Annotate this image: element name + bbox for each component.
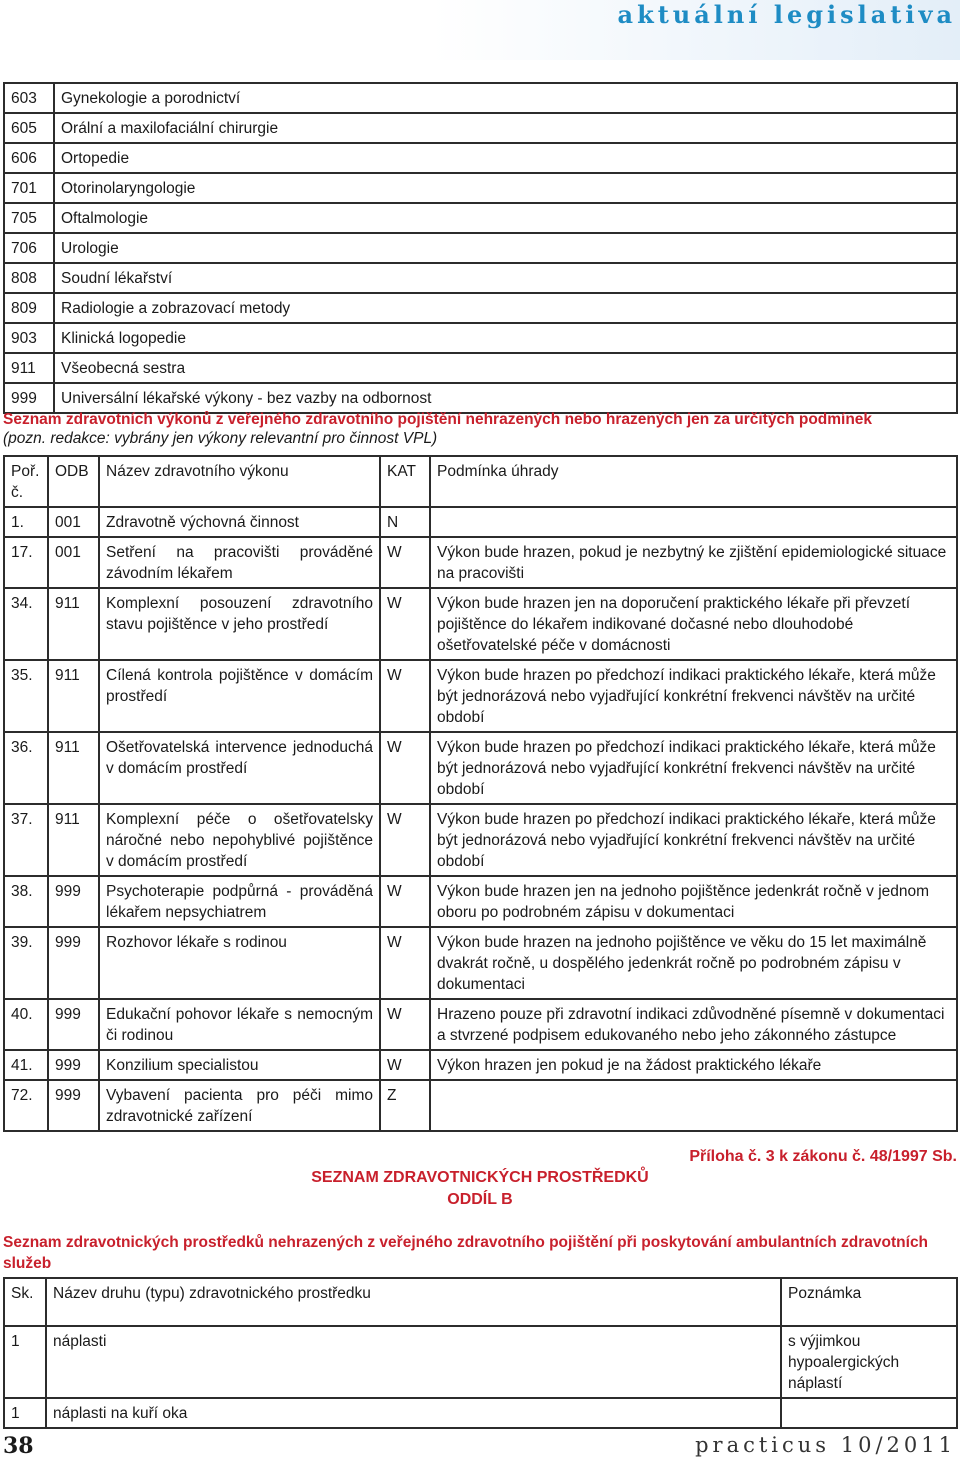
procedures-header-row xyxy=(4,456,957,507)
procedure-name: Zdravotně výchovná činnost xyxy=(99,507,380,537)
procedure-odb: 999 xyxy=(48,999,99,1050)
specialty-code: 605 xyxy=(4,113,54,143)
specialty-code: 603 xyxy=(4,83,54,113)
table-row xyxy=(4,233,957,263)
procedure-kat: W xyxy=(380,876,430,927)
procedure-odb: 001 xyxy=(48,507,99,537)
table-row xyxy=(4,83,957,113)
col-header-name: Název zdravotního výkonu xyxy=(99,456,380,507)
specialty-name: Urologie xyxy=(54,233,957,263)
col-header-kat: KAT xyxy=(380,456,430,507)
procedure-condition: Výkon hrazen jen pokud je na žádost praktického lékaře xyxy=(430,1050,957,1080)
specialty-name: Oftalmologie xyxy=(54,203,957,233)
procedure-odb: 911 xyxy=(48,588,99,660)
specialty-code: 903 xyxy=(4,323,54,353)
table-row xyxy=(4,323,957,353)
specialty-code: 999 xyxy=(4,383,54,413)
device-name: náplasti xyxy=(46,1326,781,1398)
procedure-condition: Výkon bude hrazen, pokud je nezbytný ke zjištění epidemiologické situace na pracovišti xyxy=(430,537,957,588)
specialty-name: Radiologie a zobrazovací metody xyxy=(54,293,957,323)
procedure-condition: Výkon bude hrazen po předchozí indikaci praktického lékaře, která může být jednorázová nebo vyjadřující konkrétní frekvenci návštěv na určité období xyxy=(430,732,957,804)
procedure-name: Edukační pohovor lékaře s nemocným či rodinou xyxy=(99,999,380,1050)
specialty-code: 706 xyxy=(4,233,54,263)
table-row xyxy=(4,804,957,876)
procedure-order: 37. xyxy=(4,804,48,876)
table-row xyxy=(4,732,957,804)
specialty-code: 911 xyxy=(4,353,54,383)
procedure-order: 35. xyxy=(4,660,48,732)
specialty-name: Gynekologie a porodnictví xyxy=(54,83,957,113)
procedure-condition xyxy=(430,1080,957,1131)
devices-title: SEZNAM ZDRAVOTNICKÝCH PROSTŘEDKŮ xyxy=(311,1169,649,1186)
procedure-odb: 999 xyxy=(48,1050,99,1080)
specialty-name: Všeobecná sestra xyxy=(54,353,957,383)
specialty-name: Otorinolaryngologie xyxy=(54,173,957,203)
table-row xyxy=(4,1080,957,1131)
table-row xyxy=(4,173,957,203)
specialty-code: 705 xyxy=(4,203,54,233)
procedure-condition: Výkon bude hrazen jen na doporučení praktického lékaře při převzetí pojištěnce do lékařem indikované dočasné nebo dlouhodobé ošetřovatelské péče v domácnosti xyxy=(430,588,957,660)
table-row xyxy=(4,537,957,588)
procedure-odb: 999 xyxy=(48,927,99,999)
procedure-condition: Výkon bude hrazen po předchozí indikaci praktického lékaře, která může být jednorázová nebo vyjadřující konkrétní frekvenci návštěv na určité období xyxy=(430,660,957,732)
procedure-odb: 001 xyxy=(48,537,99,588)
procedure-order: 72. xyxy=(4,1080,48,1131)
col-header-order: Poř. č. xyxy=(4,456,48,507)
table-row xyxy=(4,143,957,173)
table-row xyxy=(4,588,957,660)
col-header-device-name: Název druhu (typu) zdravotnického prostředku xyxy=(46,1278,781,1326)
col-header-odb: ODB xyxy=(48,456,99,507)
specialty-code: 809 xyxy=(4,293,54,323)
table-row xyxy=(4,113,957,143)
procedure-condition: Výkon bude hrazen jen na jednoho pojištěnce jedenkrát ročně v jednom oboru po podrobném zápisu v dokumentaci xyxy=(430,876,957,927)
col-header-group: Sk. xyxy=(4,1278,46,1326)
procedures-table xyxy=(3,455,958,1132)
devices-header-row xyxy=(4,1278,957,1326)
procedure-order: 41. xyxy=(4,1050,48,1080)
procedure-condition xyxy=(430,507,957,537)
procedure-name: Psychoterapie podpůrná - prováděná lékařem nepsychiatrem xyxy=(99,876,380,927)
table-row xyxy=(4,999,957,1050)
device-group: 1 xyxy=(4,1326,46,1398)
procedure-name: Ošetřovatelská intervence jednoduchá v domácím prostředí xyxy=(99,732,380,804)
specialty-name: Universální lékařské výkony - bez vazby na odbornost xyxy=(54,383,957,413)
journal-issue: practicus 10/2011 xyxy=(695,1433,956,1457)
table-row xyxy=(4,876,957,927)
procedure-order: 40. xyxy=(4,999,48,1050)
procedure-kat: W xyxy=(380,732,430,804)
table-row xyxy=(4,1398,957,1428)
table-row xyxy=(4,353,957,383)
running-header: aktuální legislativa xyxy=(617,0,956,29)
procedure-order: 36. xyxy=(4,732,48,804)
procedure-order: 38. xyxy=(4,876,48,927)
table-row xyxy=(4,507,957,537)
col-header-condition: Podmínka úhrady xyxy=(430,456,957,507)
procedure-name: Komplexní péče o ošetřovatelsky náročné nebo nepohyblivé pojištěnce v domácím prostředí xyxy=(99,804,380,876)
procedure-kat: N xyxy=(380,507,430,537)
specialty-code: 808 xyxy=(4,263,54,293)
procedure-name: Konzilium specialistou xyxy=(99,1050,380,1080)
procedure-kat: W xyxy=(380,999,430,1050)
procedure-odb: 999 xyxy=(48,1080,99,1131)
procedure-order: 34. xyxy=(4,588,48,660)
procedure-name: Rozhovor lékaře s rodinou xyxy=(99,927,380,999)
procedure-odb: 999 xyxy=(48,876,99,927)
device-note xyxy=(781,1398,957,1428)
devices-table xyxy=(3,1277,958,1429)
specialty-name: Klinická logopedie xyxy=(54,323,957,353)
procedure-order: 39. xyxy=(4,927,48,999)
specialty-code: 606 xyxy=(4,143,54,173)
table-row xyxy=(4,927,957,999)
specialty-codes-table xyxy=(3,82,958,414)
procedure-kat: Z xyxy=(380,1080,430,1131)
table-row xyxy=(4,203,957,233)
procedure-kat: W xyxy=(380,537,430,588)
table-row xyxy=(4,263,957,293)
table-row xyxy=(4,660,957,732)
procedure-condition: Výkon bude hrazen po předchozí indikaci praktického lékaře, která může být jednorázová nebo vyjadřující konkrétní frekvenci návštěv na určité období xyxy=(430,804,957,876)
device-name: náplasti na kuří oka xyxy=(46,1398,781,1428)
devices-section: ODDÍL B xyxy=(447,1191,513,1208)
procedure-kat: W xyxy=(380,660,430,732)
table-row xyxy=(4,1326,957,1398)
procedure-kat: W xyxy=(380,1050,430,1080)
procedure-condition: Hrazeno pouze při zdravotní indikaci zdůvodněné písemně v dokumentaci a stvrzené podpisem edukovaného nebo jeho zákonného zástupce xyxy=(430,999,957,1050)
procedure-order: 17. xyxy=(4,537,48,588)
procedure-kat: W xyxy=(380,927,430,999)
procedures-heading: Seznam zdravotních výkonů z veřejného zdravotního pojištění nehrazených nebo hrazených jen za určitých podmínek xyxy=(3,411,873,428)
table-row xyxy=(4,1050,957,1080)
procedure-order: 1. xyxy=(4,507,48,537)
specialty-name: Ortopedie xyxy=(54,143,957,173)
procedure-name: Komplexní posouzení zdravotního stavu pojištěnce v jeho prostředí xyxy=(99,588,380,660)
procedure-name: Cílená kontrola pojištěnce v domácím prostředí xyxy=(99,660,380,732)
devices-heading: Seznam zdravotnických prostředků nehrazených z veřejného zdravotního pojištění při poskytování ambulantních zdravotních služeb xyxy=(3,1234,929,1272)
procedure-name: Vybavení pacienta pro péči mimo zdravotnické zařízení xyxy=(99,1080,380,1131)
specialty-code: 701 xyxy=(4,173,54,203)
table-row xyxy=(4,293,957,323)
device-group: 1 xyxy=(4,1398,46,1428)
procedure-odb: 911 xyxy=(48,804,99,876)
page-number: 38 xyxy=(3,1433,34,1459)
procedure-odb: 911 xyxy=(48,660,99,732)
procedure-kat: W xyxy=(380,588,430,660)
specialty-name: Orální a maxilofaciální chirurgie xyxy=(54,113,957,143)
specialty-name: Soudní lékařství xyxy=(54,263,957,293)
procedure-odb: 911 xyxy=(48,732,99,804)
annex-reference: Příloha č. 3 k zákonu č. 48/1997 Sb. xyxy=(689,1148,957,1165)
device-note: s výjimkou hypoalergických náplastí xyxy=(781,1326,957,1398)
procedure-condition: Výkon bude hrazen na jednoho pojištěnce ve věku do 15 let maximálně dvakrát ročně, u dospělého jedenkrát ročně po podrobném zápisu v dokumentaci xyxy=(430,927,957,999)
procedure-kat: W xyxy=(380,804,430,876)
procedure-name: Setření na pracovišti prováděné závodním lékařem xyxy=(99,537,380,588)
col-header-note: Poznámka xyxy=(781,1278,957,1326)
editorial-note: (pozn. redakce: vybrány jen výkony relevantní pro činnost VPL) xyxy=(3,430,438,447)
